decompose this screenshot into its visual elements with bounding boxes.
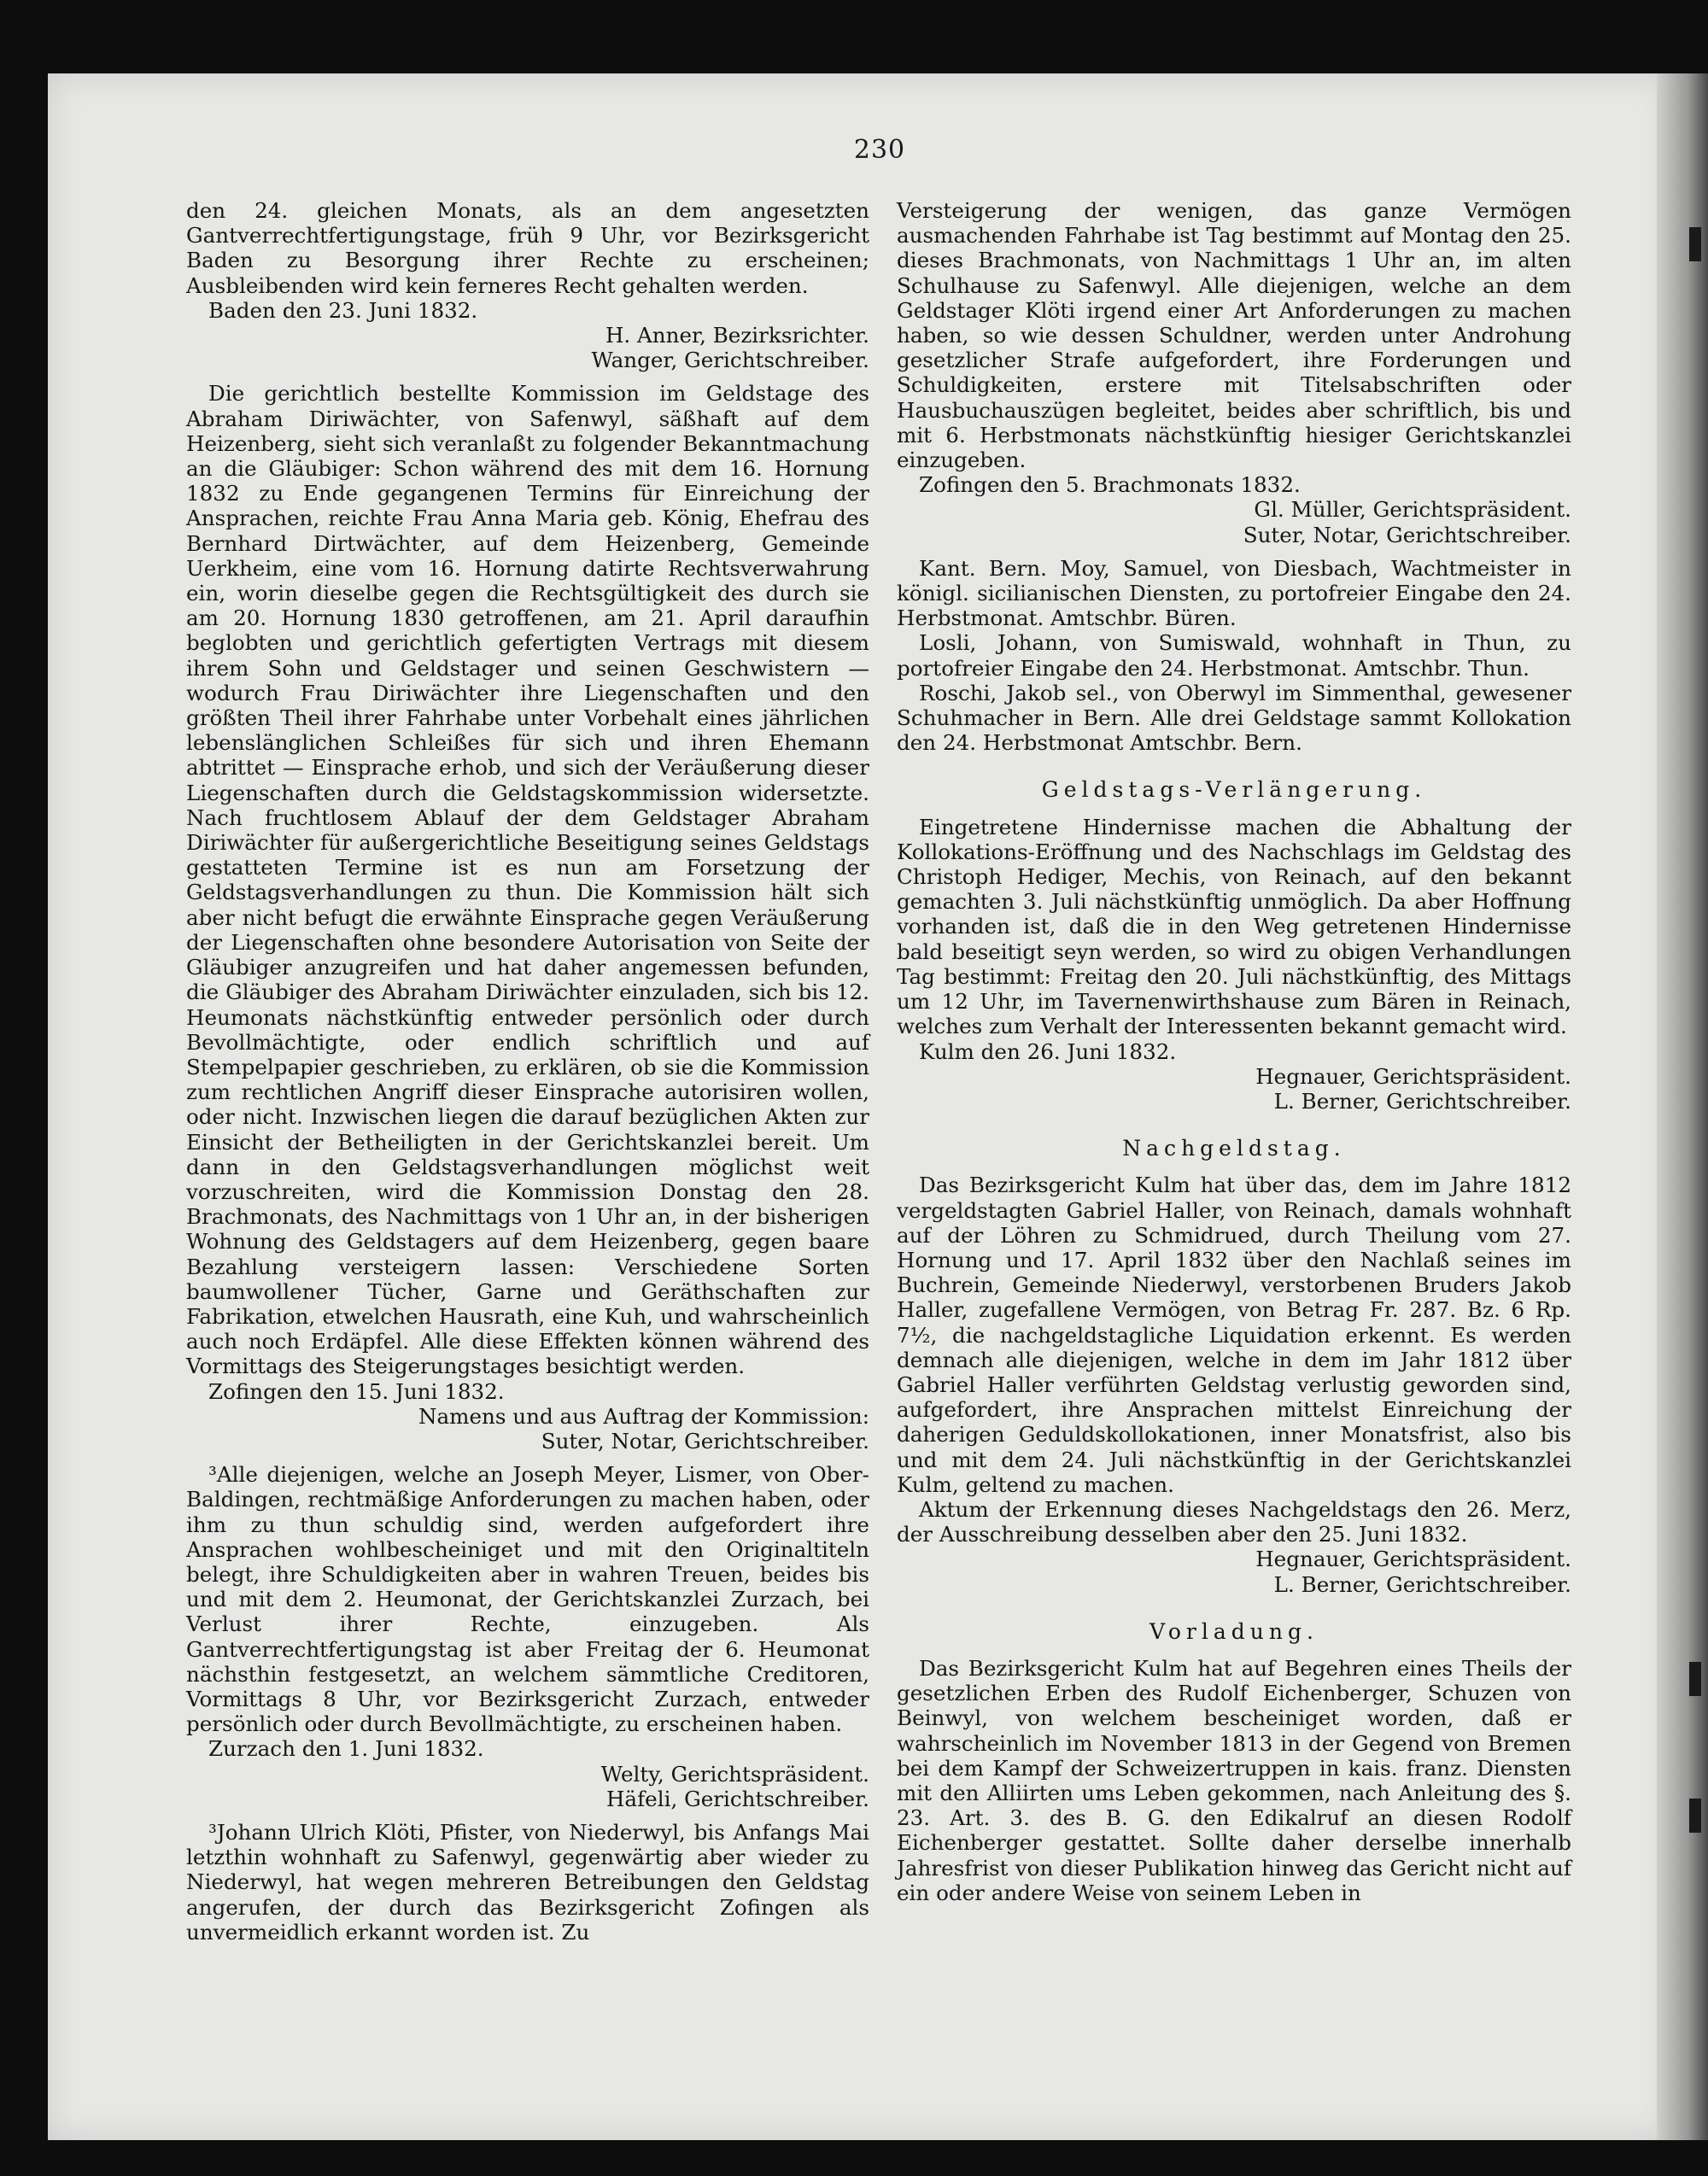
signature-line: Wanger, Gerichtschreiber. [591,348,869,373]
paragraph: den 24. gleichen Monats, als an dem angesetzten Gantverrechtfertigungstage, früh 9 Uhr, vor Bezirksgericht Baden zu Besorgung ihrer Rechte zu erscheinen; Ausbleibenden wird kein ferneres Recht gehalten werden. [186,198,869,298]
edge-mark [1689,1799,1701,1833]
section-heading: Nachgeldstag. [1122,1136,1346,1161]
edge-mark [1689,1662,1701,1696]
signature-line: H. Anner, Bezirksrichter. [605,323,869,348]
page-number: 230 [853,135,906,165]
paragraph: Aktum der Erkennung dieses Nachgeldstags den 26. Merz, der Ausschreibung desselben aber den 25. Juni 1832. [897,1496,1571,1547]
paragraph: Zofingen den 15. Juni 1832. [208,1378,505,1404]
paragraph: Zurzach den 1. Juni 1832. [208,1736,484,1762]
paragraph: Baden den 23. Juni 1832. [208,297,478,323]
paragraph: ³Alle diejenigen, welche an Joseph Meyer, Lismer, von Ober-Baldingen, rechtmäßige Anforderungen zu machen haben, oder ihm zu thun schuldig sind, werden aufgefordert ihre Ansprachen wohlbescheiniget und mit den Originaltiteln belegt, ihre Schuldigkeiten aber in wahren Treuen, beides bis und mit dem 2. Heumonat, der Gerichtskanzlei Zurzach, bei Verlust ihrer Rechte, einzugeben. Als Gantverrechtfertigungstag ist aber Freitag der 6. Heumonat nächsthin festgesetzt, an welchem sämmtliche Creditoren, Vormittags 8 Uhr, vor Bezirksgericht Zurzach, entweder persönlich oder durch Bevollmächtigte, zu erscheinen haben. [186,1462,869,1737]
paragraph: Das Bezirksgericht Kulm hat über das, dem im Jahre 1812 vergeldstagten Gabriel Haller, von Reinach, damals wohnhaft auf der Löhren zu Schmidrued, durch Theilung vom 27. Hornung und 17. April 1832 über den Nachlaß seines im Buchrein, Gemeinde Niederwyl, verstorbenen Bruders Jakob Haller, zugefallene Vermögen, von Betrag Fr. 287. Bz. 6 Rp. 7½, die nachgeldstagliche Liquidation erkennt. Es werden demnach alle diejenigen, welche in dem im Jahr 1812 über Gabriel Haller verführten Geldstag verlustig geworden sind, aufgefordert, ihre Ansprachen mittelst Einreichung der daherigen Geduldskollokationen, inner Monatsfrist, also bis und mit dem 24. Juli nächstkünftig in der Gerichtskanzlei Kulm, geltend zu machen. [897,1173,1571,1497]
signature-line: Häfeli, Gerichtschreiber. [605,1786,869,1811]
signature-line: Hegnauer, Gerichtspräsident. [1255,1063,1571,1089]
signature-line: Namens und aus Auftrag der Kommission: [418,1403,869,1429]
signature-line: L. Berner, Gerichtschreiber. [1273,1571,1571,1597]
paragraph: Das Bezirksgericht Kulm hat auf Begehren eines Theils der gesetzlichen Erben des Rudolf Eichenberger, Schuzen von Beinwyl, von welchem bescheiniget worden, daß er wahrscheinlich im November 1813 in der Gegend von Bremen bei dem Kampf der Schweizertruppen in kais. franz. Diensten mit den Alliirten ums Leben gekommen, nach Anleitung des §. 23. Art. 3. des B. G. den Edikalruf an diesen Rodolf Eichenberger gestattet. Sollte daher derselbe innerhalb Jahresfrist von dieser Publikation hinweg das Gericht nicht auf ein oder andere Weise von seinem Leben in [897,1655,1571,1905]
signature-line: Suter, Notar, Gerichtschreiber. [541,1428,869,1454]
left-column [186,198,869,1945]
signature-line: Welty, Gerichtspräsident. [600,1761,869,1787]
paragraph: Roschi, Jakob sel., von Oberwyl im Simmenthal, gewesener Schuhmacher in Bern. Alle drei Geldstage sammt Kollokation den 24. Herbstmonat Amtschbr. Bern. [897,680,1571,756]
paragraph: Eingetretene Hindernisse machen die Abhaltung der Kollokations-Eröffnung und des Nachschlags im Geldstag des Christoph Hediger, Mechis, von Reinach, auf den bekannt gemachten 3. Juli nächstkünftig unmöglich. Da aber Hoffnung vorhanden ist, daß die in den Weg getretenen Hindernisse bald beseitigt seyn werden, so wird zu obigen Verhandlungen Tag bestimmt: Freitag den 20. Juli nächstkünftig, des Mittags um 12 Uhr, im Tavernenwirthshause zum Bären in Reinach, welches zum Verhalt der Interessenten bekannt gemacht wird. [897,814,1571,1039]
paragraph: Kulm den 26. Juni 1832. [919,1038,1177,1064]
page-edge [1657,73,1708,2140]
signature-line: L. Berner, Gerichtschreiber. [1273,1088,1571,1114]
signature-line: Hegnauer, Gerichtspräsident. [1255,1547,1571,1572]
paragraph: Zofingen den 5. Brachmonats 1832. [919,472,1301,498]
section-heading: Geldstags-Verlängerung. [1041,777,1427,803]
paragraph: Kant. Bern. Moy, Samuel, von Diesbach, Wachtmeister in königl. sicilianischen Diensten, zu portofreier Eingabe den 24. Herbstmonat. Amtschbr. Büren. [897,555,1571,631]
paragraph: Die gerichtlich bestellte Kommission im Geldstage des Abraham Diriwächter, von Safenwyl, säßhaft auf dem Heizenberg, sieht sich veranlaßt zu folgender Bekanntmachung an die Gläubiger: Schon während des mit dem 16. Hornung 1832 zu Ende gegangenen Termins für Einreichung der Ansprachen, reichte Frau Anna Maria geb. König, Ehefrau des Bernhard Dirtwächter, auf dem Heizenberg, Gemeinde Uerkheim, eine vom 16. Hornung datirte Rechtsverwahrung ein, worin dieselbe gegen die Rechtsgültigkeit des durch sie am 20. Hornung 1830 getroffenen, am 21. April daraufhin beglobten und gerichtlich gefertigten Vertrags mit diesem ihrem Sohn und Geldstager und seinen Geschwistern — wodurch Frau Diriwächter ihre Liegenschaften und den größten Theil ihrer Fahrhabe unter Vorbehalt eines jährlichen lebenslänglichen Schleißes für sich und ihren Ehemann abtrittet — Einsprache erhob, und sich der Veräußerung dieser Liegenschaften durch die Geldstagskommission widersetzte. Nach fruchtlosem Ablauf der dem Geldstager Abraham Diriwächter für außergerichtliche Beseitigung seines Geldstags gestatteten Termine ist es nun am Forsetzung der Geldstagsverhandlungen zu thun. Die Kommission hält sich aber nicht befugt die erwähnte Einsprache gegen Veräußerung der Liegenschaften ohne besondere Autorisation von Seite der Gläubiger anzugreifen und hat daher angemessen befunden, die Gläubiger des Abraham Diriwächter einzuladen, sich bis 12. Heumonats nächstkünftig entweder persönlich oder durch Bevollmächtigte, oder endlich schriftlich und auf Stempelpapier geschrieben, zu erklären, ob sie die Kommission zum rechtlichen Angriff dieser Einsprache autorisiren wollen, oder nicht. Inzwischen liegen die darauf bezüglichen Akten zur Einsicht der Betheiligten in der Gerichtskanzlei bereit. Um dann in den Geldstagsverhandlungen möglichst weit vorzuschreiten, wird die Kommission Donstag den 28. Brachmonats, des Nachmittags von 1 Uhr an, in der bisherigen Wohnung des Geldstagers auf dem Heizenberg, gegen baare Bezahlung versteigern lassen: Verschiedene Sorten baumwollener Tücher, Garne und Geräthschaften zur Fabrikation, etwelchen Hausrath, eine Kuh, und wahrscheinlich auch noch Erdäpfel. Alle diese Effekten können während des Vormittags des Steigerungstages besichtigt werden. [186,381,869,1379]
edge-mark [1689,227,1701,261]
section-heading: Vorladung. [1149,1618,1319,1644]
paragraph: Losli, Johann, von Sumiswald, wohnhaft in Thun, zu portofreier Eingabe den 24. Herbstmonat. Amtschbr. Thun. [897,630,1571,681]
signature-line: Gl. Müller, Gerichtspräsident. [1254,497,1571,523]
signature-line: Suter, Notar, Gerichtschreiber. [1243,522,1571,547]
paragraph: Versteigerung der wenigen, das ganze Vermögen ausmachenden Fahrhabe ist Tag bestimmt auf Montag den 25. dieses Brachmonats, von Nachmittags 1 Uhr an, im alten Schulhause zu Safenwyl. Alle diejenigen, welche an dem Geldstager Klöti irgend einer Art Anforderungen zu machen haben, so wie dessen Schuldner, werden unter Androhung gesetzlicher Strafe aufgefordert, ihre Forderungen und Schuldigkeiten, erstere mit Titelsabschriften oder Hausbuchauszügen begleitet, beides aber schriftlich, bis und mit 6. Herbstmonats nächstkünftig hiesiger Gerichtskanzlei einzugeben. [897,198,1571,473]
paragraph: ³Johann Ulrich Klöti, Pfister, von Niederwyl, bis Anfangs Mai letzthin wohnhaft zu Safenwyl, gegenwärtig aber wieder zu Niederwyl, hat wegen mehreren Betreibungen den Geldstag angerufen, der durch das Bezirksgericht Zofingen als unvermeidlich erkannt worden ist. Zu [186,1820,869,1945]
right-column [897,198,1571,1905]
